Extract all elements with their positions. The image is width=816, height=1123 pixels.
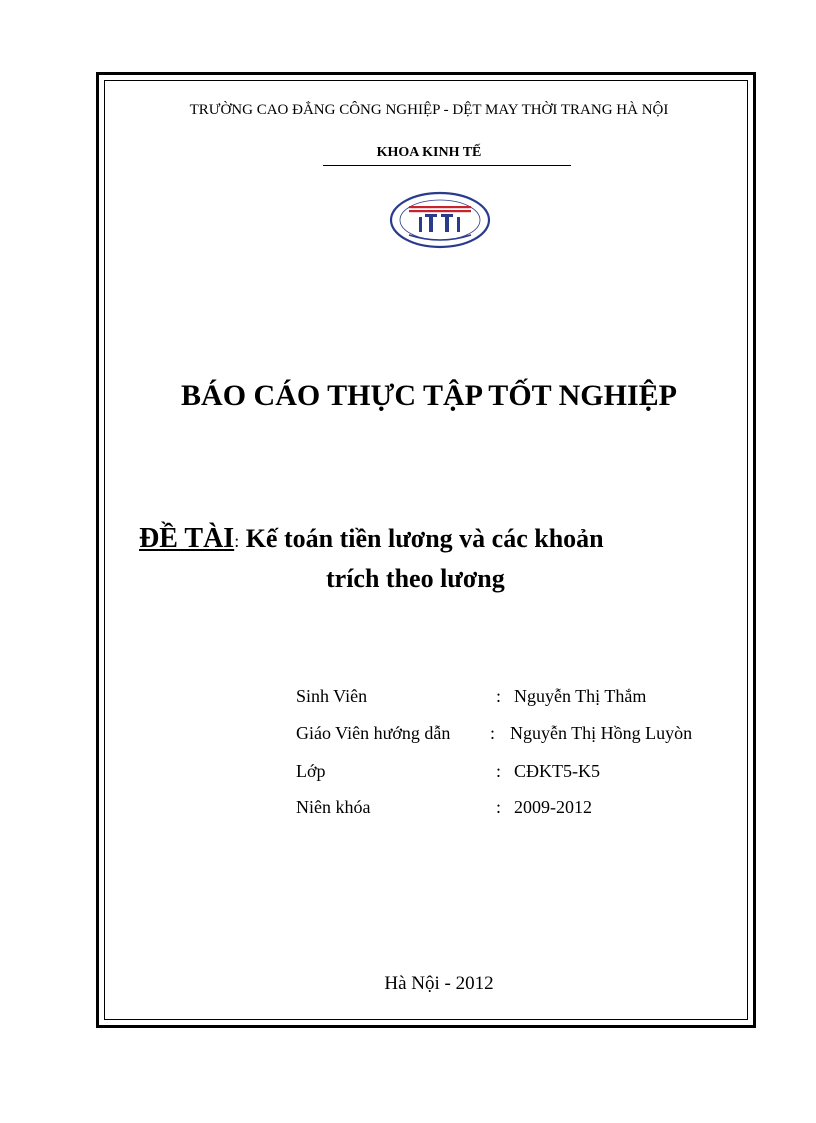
cover-border xyxy=(96,72,756,1028)
info-label: Sinh Viên xyxy=(296,686,368,706)
school-logo xyxy=(389,191,491,249)
info-value: 2009-2012 xyxy=(514,797,592,817)
info-label: Niên khóa xyxy=(296,797,371,817)
topic-text-1: Kế toán tiền lương và các khoản xyxy=(245,524,604,553)
report-title: BÁO CÁO THỰC TẬP TỐT NGHIỆP xyxy=(181,379,677,412)
topic-colon: : xyxy=(234,531,240,551)
topic-line-2: trích theo lương xyxy=(326,564,505,593)
info-label: Lớp xyxy=(296,761,326,781)
info-value: Nguyễn Thị Thắm xyxy=(514,686,647,706)
topic-label: ĐỀ TÀI xyxy=(139,523,235,554)
info-value: CĐKT5-K5 xyxy=(514,761,600,781)
place-date: Hà Nội - 2012 xyxy=(384,973,494,994)
info-colon: : xyxy=(496,797,502,817)
info-colon: : xyxy=(490,723,496,743)
topic-line-1 xyxy=(139,523,604,555)
school-name: TRƯỜNG CAO ĐẲNG CÔNG NGHIỆP - DỆT MAY THỜI TRANG HÀ NỘI xyxy=(189,102,669,118)
info-label: Giáo Viên hướng dẫn xyxy=(296,723,451,743)
info-value: Nguyễn Thị Hồng Luyòn xyxy=(510,723,693,743)
faculty-underline xyxy=(323,165,571,166)
faculty-name: KHOA KINH TẾ xyxy=(376,145,482,160)
info-colon: : xyxy=(496,686,502,706)
info-colon: : xyxy=(496,761,502,781)
